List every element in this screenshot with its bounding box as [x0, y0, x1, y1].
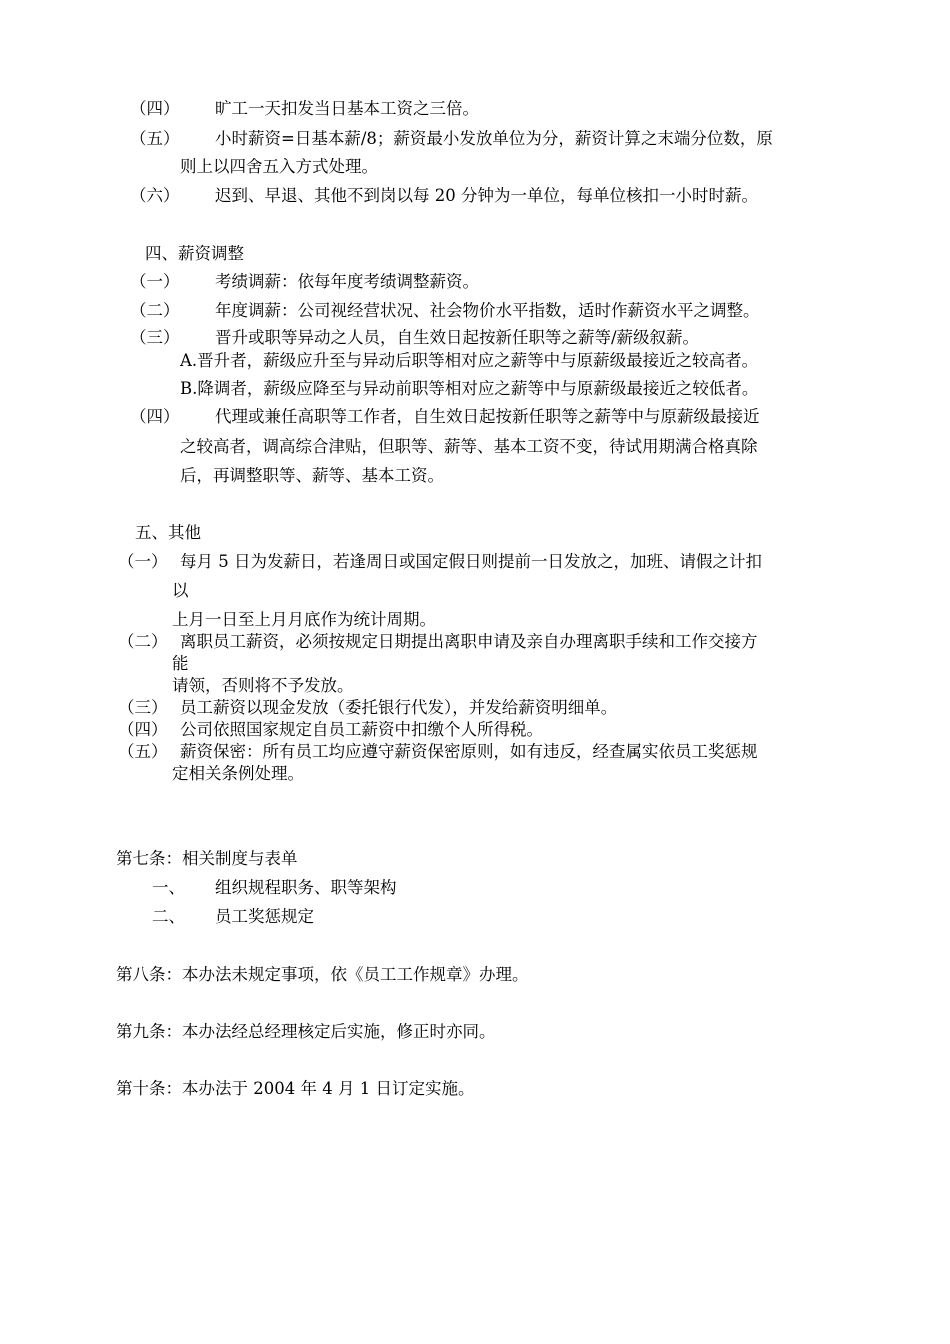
item-text-continuation: 请领，否则将不予发放。 — [172, 676, 354, 695]
section-heading: 五、其他 — [135, 523, 201, 542]
item-number: 二、 — [152, 907, 185, 926]
item-text: 小时薪资=日基本薪/8；薪资最小发放单位为分，薪资计算之末端分位数，原 — [215, 129, 773, 148]
item-number: （六） — [130, 186, 180, 205]
item-text: 年度调薪：公司视经营状况、社会物价水平指数，适时作薪资水平之调整。 — [215, 301, 760, 320]
article-8: 第八条：本办法未规定事项，依《员工工作规章》办理。 — [116, 965, 529, 984]
item-number: （二） — [130, 301, 180, 320]
article-10: 第十条：本办法于 2004 年 4 月 1 日订定实施。 — [116, 1079, 475, 1098]
item-text: 代理或兼任高职等工作者，自生效日起按新任职等之薪等中与原薪级最接近 — [215, 407, 760, 426]
item-text: 每月 5 日为发薪日，若逢周日或国定假日则提前一日发放之，加班、请假之计扣 — [180, 552, 762, 571]
sub-item-demotion: B.降调者，薪级应降至与异动前职等相对应之薪等中与原薪级最接近之较低者。 — [180, 379, 759, 398]
item-text: 旷工一天扣发当日基本工资之三倍。 — [215, 99, 479, 118]
article-9: 第九条：本办法经总经理核定后实施，修正时亦同。 — [116, 1022, 496, 1041]
item-text: 迟到、早退、其他不到岗以每 20 分钟为一单位，每单位核扣一小时时薪。 — [215, 186, 758, 205]
item-text-continuation: 能 — [172, 654, 189, 673]
item-number: （五） — [130, 129, 180, 148]
item-text: 薪资保密：所有员工均应遵守薪资保密原则，如有违反，经查属实依员工奖惩规 — [180, 742, 758, 761]
item-text: 晋升或职等异动之人员，自生效日起按新任职等之薪等/薪级叙薪。 — [215, 328, 700, 347]
item-number: （四） — [130, 99, 180, 118]
item-number: （二） — [118, 632, 168, 651]
item-text-continuation: 上月一日至上月月底作为统计周期。 — [172, 610, 436, 629]
item-text-continuation: 则上以四舍五入方式处理。 — [180, 157, 378, 176]
item-text-continuation: 之较高者，调高综合津贴，但职等、薪等、基本工资不变，待试用期满合格真除 — [180, 437, 758, 456]
item-number: （三） — [118, 698, 168, 717]
item-text: 员工薪资以现金发放（委托银行代发），并发给薪资明细单。 — [180, 698, 618, 717]
item-number: （一） — [130, 272, 180, 291]
section-heading: 四、薪资调整 — [145, 244, 244, 263]
item-text: 考绩调薪：依每年度考绩调整薪资。 — [215, 272, 479, 291]
item-text: 公司依照国家规定自员工薪资中扣缴个人所得税。 — [180, 720, 543, 739]
item-number: （四） — [130, 407, 180, 426]
item-text: 员工奖惩规定 — [215, 907, 314, 926]
item-number: （一） — [118, 552, 168, 571]
article-title: 第七条：相关制度与表单 — [116, 849, 298, 868]
item-number: （四） — [118, 720, 168, 739]
item-text-continuation: 后，再调整职等、薪等、基本工资。 — [180, 466, 444, 485]
sub-item-promotion: A.晋升者，薪级应升至与异动后职等相对应之薪等中与原薪级最接近之较高者。 — [180, 351, 759, 370]
item-number: （三） — [130, 328, 180, 347]
item-number: 一、 — [152, 878, 185, 897]
item-text-continuation: 定相关条例处理。 — [172, 764, 304, 783]
item-text: 离职员工薪资，必须按规定日期提出离职申请及亲自办理离职手续和工作交接方 — [180, 632, 758, 651]
item-text-continuation: 以 — [172, 581, 189, 600]
item-number: （五） — [118, 742, 168, 761]
item-text: 组织规程职务、职等架构 — [215, 878, 397, 897]
